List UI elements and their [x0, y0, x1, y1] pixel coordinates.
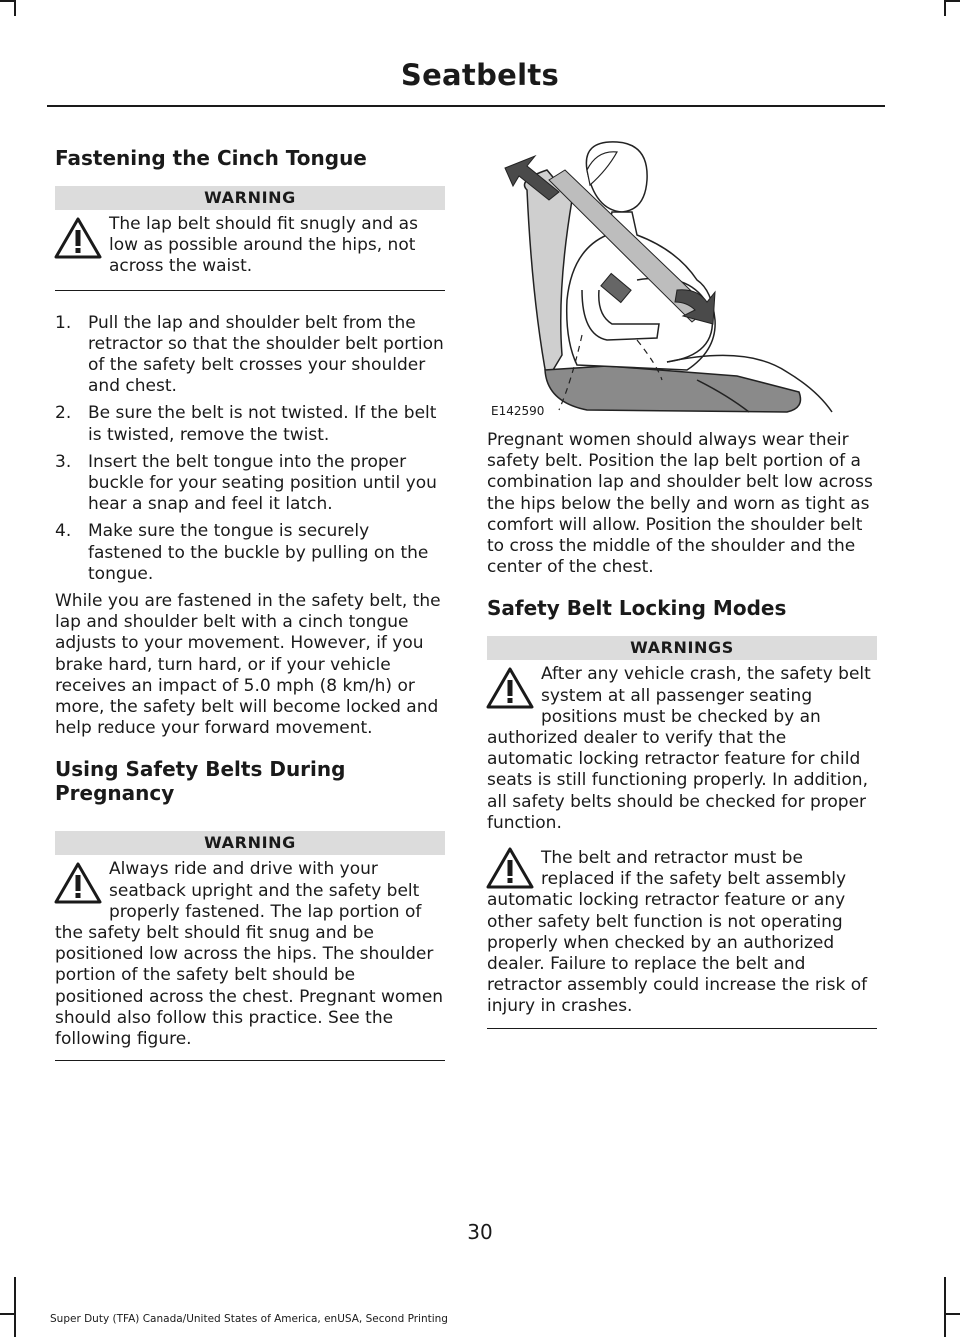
list-item: 2. Be sure the belt is not twisted. If the belt is twisted, remove the twist. — [55, 403, 437, 445]
warning-divider — [55, 290, 445, 291]
section-heading-cinch-tongue: Fastening the Cinch Tongue — [55, 146, 367, 170]
warning-text: The belt and retractor must be replaced if the safety belt assembly automatic locking retractor feature or any other safety belt function is not operating properly when checked by an authorized dealer. Failure to replace the belt and retractor assembly could increase the risk of injury in crashes. — [487, 848, 868, 1017]
warning-text: The lap belt should fit snugly and as low as possible around the hips, not across the waist. — [109, 214, 418, 277]
crop-mark — [14, 0, 16, 16]
pregnant-woman-seatbelt-illustration — [487, 140, 877, 422]
warning-triangle-icon — [485, 666, 535, 710]
pregnant-seatbelt-figure — [487, 140, 877, 422]
warning-triangle-icon — [53, 861, 103, 905]
warning-text: Always ride and drive with your seatback upright and the safety belt properly fastened. The lap portion of the safety belt should fit snug and be positioned low across the hips. The shoulder portion of the safety belt should be positioned across the chest. Pregnant women should also follow this practice. See the following figure. — [55, 859, 444, 1050]
crop-mark — [0, 0, 14, 2]
crop-mark — [946, 1313, 960, 1315]
warning-box — [55, 186, 445, 291]
footer-text: Super Duty (TFA) Canada/United States of America, enUSA, Second Printing — [50, 1313, 448, 1325]
warning-label: WARNING — [55, 831, 445, 855]
page-number: 30 — [467, 1220, 493, 1244]
warnings-box — [487, 636, 877, 1028]
warning-triangle-icon — [53, 216, 103, 260]
crop-mark — [946, 0, 960, 2]
warning-box — [55, 831, 445, 1061]
warnings-label: WARNINGS — [487, 636, 877, 660]
warning-divider — [55, 1060, 445, 1061]
body-paragraph: Pregnant women should always wear their safety belt. Position the lap belt portion of a combination lap and shoulder belt low across the hips below the belly and worn as tight as comfort will allow. Position the shoulder belt to cross the middle of the shoulder and the center of the chest. — [487, 430, 873, 578]
section-heading-pregnancy: Using Safety Belts During Pregnancy — [55, 757, 346, 806]
warning-text: After any vehicle crash, the safety belt system at all passenger seating positions must be checked by an authorized dealer to verify that the automatic locking retractor feature for child seats is still functioning properly. In addition, all safety belts should be checked for proper function. — [487, 664, 871, 833]
header-divider — [47, 105, 885, 107]
warning-divider — [487, 1028, 877, 1029]
right-column — [487, 140, 877, 1029]
body-paragraph: While you are fastened in the safety belt, the lap and shoulder belt with a cinch tongue adjusts to your movement. However, if you brake hard, turn hard, or if your vehicle receives an impact of 5.0 mph (8 km/h) or more, the safety belt will become locked and help reduce your forward movement. — [55, 591, 441, 739]
list-item: 1. Pull the lap and shoulder belt from the retractor so that the shoulder belt portion of the safety belt crosses your shoulder and chest. — [55, 312, 444, 397]
crop-mark — [944, 1277, 946, 1337]
crop-mark — [944, 0, 946, 16]
section-heading-locking-modes: Safety Belt Locking Modes — [487, 596, 787, 621]
steps-list — [55, 313, 445, 585]
list-item: 4. Make sure the tongue is securely fastened to the buckle by pulling on the tongue. — [55, 521, 429, 584]
crop-mark — [0, 1313, 14, 1315]
page-title: Seatbelts — [400, 58, 560, 92]
warning-label: WARNING — [55, 186, 445, 210]
figure-id: E142590 — [491, 404, 545, 418]
list-item: 3. Insert the belt tongue into the proper buckle for your seating position until you hear a snap and feel it latch. — [55, 451, 437, 515]
warning-triangle-icon — [485, 846, 535, 890]
left-column — [55, 146, 445, 1061]
crop-mark — [14, 1277, 16, 1337]
